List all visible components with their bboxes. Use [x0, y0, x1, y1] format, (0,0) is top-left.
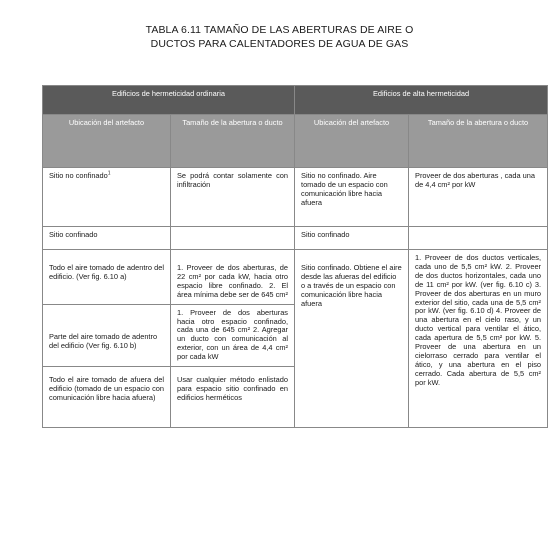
table-title-line2: DUCTOS PARA CALENTADORES DE AGUA DE GAS: [150, 38, 409, 50]
openings-table: [42, 85, 548, 428]
cell-high-location: Sitio confinado. Obtiene el aire desde las afueras del edificio o a través de un espacio con comunicación libre hacia afuera: [295, 250, 409, 428]
cell-high-location: Sitio no confinado. Aire tomado de un espacio con comunicación libre hacia afuera: [295, 168, 409, 227]
header-ord-size: Tamaño de la abertura o ducto: [171, 115, 295, 168]
header-high-size: Tamaño de la abertura o ducto: [409, 115, 548, 168]
table-row: [43, 227, 548, 250]
cell-text: Sitio no confinado: [49, 171, 108, 180]
header-ordinary: Edificios de hermeticidad ordinaria: [43, 86, 295, 115]
footnote-mark: 1: [107, 170, 111, 177]
column-header-row: [43, 115, 548, 168]
cell-high-size: [409, 227, 548, 250]
cell-ord-location: Todo el aire tomado de afuera del edificio (tomado de un espacio con comunicación libre hacia afuera): [43, 367, 171, 428]
header-high: Edificios de alta hermeticidad: [295, 86, 548, 115]
cell-ord-location: Sitio confinado: [43, 227, 171, 250]
cell-ord-location: [43, 168, 171, 227]
cell-ord-location: Parte del aire tomado de adentro del edificio (Ver fig. 6.10 b): [43, 304, 171, 366]
table-row: [43, 168, 548, 227]
cell-ord-size: Se podrá contar solamente con infiltración: [171, 168, 295, 227]
group-header-row: [43, 86, 548, 115]
header-high-location: Ubicación del artefacto: [295, 115, 409, 168]
cell-ord-size: 1. Proveer de dos aberturas, de 22 cm² por cada kW, hacia otro espacio libre confinado. 2. El área mínima debe ser de 645 cm²: [171, 250, 295, 305]
cell-ord-location: Todo el aire tomado de adentro del edificio. (Ver fig. 6.10 a): [43, 250, 171, 305]
header-ord-location: Ubicación del artefacto: [43, 115, 171, 168]
table-row: [43, 250, 548, 305]
cell-high-location: Sitio confinado: [295, 227, 409, 250]
cell-ord-size: 1. Proveer de dos aberturas hacia otro espacio confinado, cada una de 645 cm² 2. Agregar un ducto con comunicación al exterior, con un área de 4,4 cm² por cada kW: [171, 304, 295, 366]
table-title-line1: TABLA 6.11 TAMAÑO DE LAS ABERTURAS DE AIRE O: [145, 24, 414, 36]
cell-high-size: Proveer de dos aberturas , cada una de 4,4 cm² por kW: [409, 168, 548, 227]
cell-ord-size: Usar cualquier método enlistado para espacio sitio confinado en edificios herméticos: [171, 367, 295, 428]
cell-ord-size: [171, 227, 295, 250]
cell-high-size: 1. Proveer de dos ductos verticales, cada uno de 5,5 cm² kW. 2. Proveer de dos ductos horizontales, cada uno de 11 cm² por kW. (ver fig. 6.10 c) 3. Proveer de dos aberturas en un muro exterior del sitio, cada una de 5,5 cm² por kW. (ver fig. 6.10 d) 4. Proveer de una abertura en el cielo raso, y un ducto vertical para ventilar el ático, cada apertura de 5,5 cm² por kW. 5. Proveer de una abertura en un cielorraso cerrado para ventilar el ático, y una abertura en el piso cerrado. Cada abertura de 5,5 cm² por kW.: [409, 250, 548, 428]
